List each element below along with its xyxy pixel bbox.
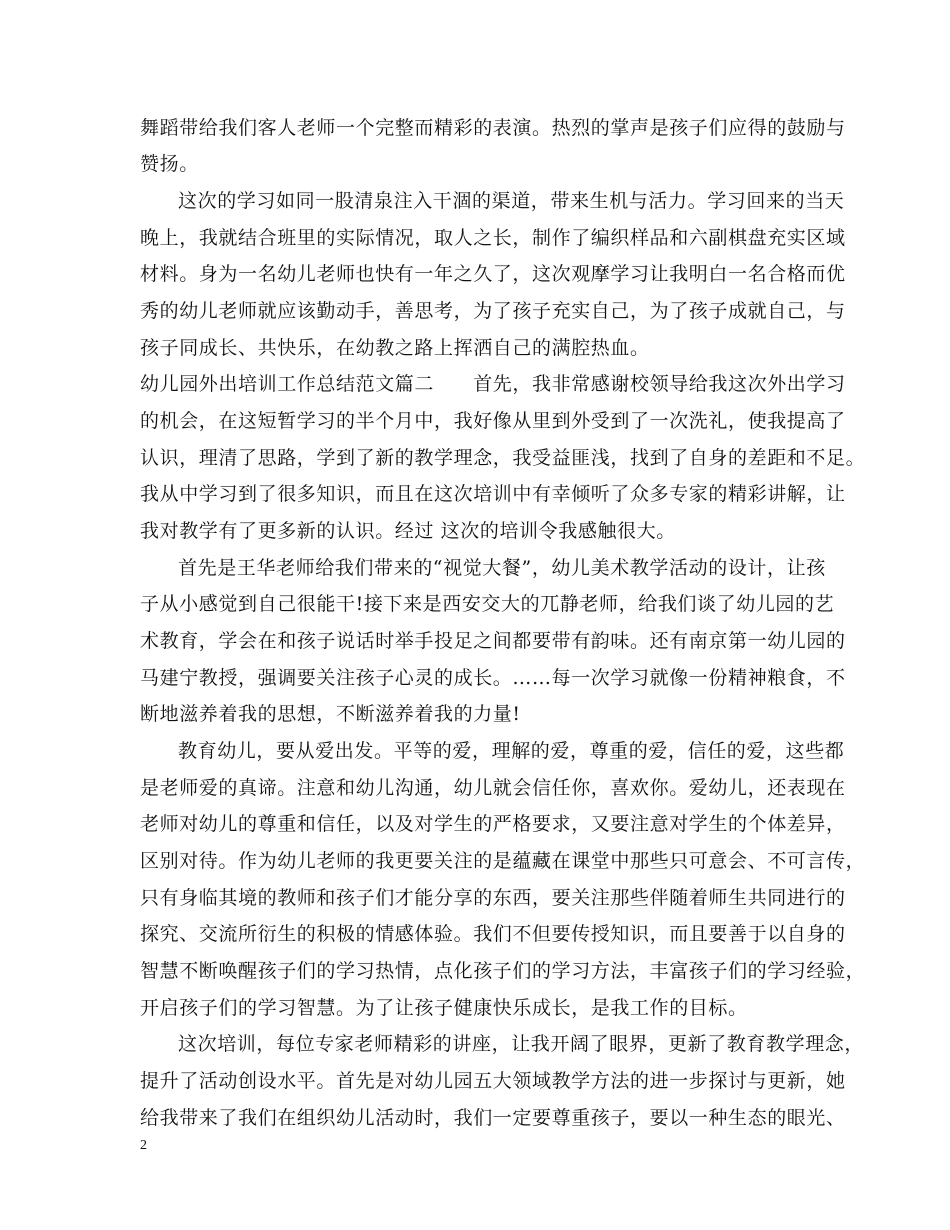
text-line: 术教育，学会在和孩子说话时举手投足之间都要带有韵味。还有南京第一幼儿园的 [140, 630, 846, 652]
text-line: 探究、交流所衍生的积极的情感体验。我们不但要传授知识，而且要善于以自身的 [140, 923, 846, 945]
paragraph-first-line: 首先是王华老师给我们带来的“视觉大餐”，幼儿美术教学活动的设计，让孩 [178, 557, 826, 579]
text-line: 老师对幼儿的尊重和信任，以及对学生的严格要求，又要注意对学生的个体差异， [140, 813, 846, 835]
paragraph-first-line: 这次培训，每位专家老师精彩的讲座，让我开阔了眼界，更新了教育教学理念， [178, 1033, 865, 1055]
text-line: 提升了活动创设水平。首先是对幼儿园五大领域教学方法的进一步探讨与更新，她 [140, 1070, 846, 1092]
text-line: 我从中学习到了很多知识，而且在这次培训中有幸倾听了众多专家的精彩讲解，让 [140, 483, 846, 505]
text-line: 认识，理清了思路，学到了新的教学理念，我受益匪浅，找到了自身的差距和不足。 [140, 447, 866, 469]
text-line: 我对教学有了更多新的认识。经过 这次的培训令我感触很大。 [140, 520, 676, 542]
text-line: 马建宁教授，强调要关注孩子心灵的成长。……每一次学习就像一份精神粮食，不 [140, 667, 846, 689]
text-line: 给我带来了我们在组织幼儿活动时，我们一定要尊重孩子，要以一种生态的眼光、 [140, 1107, 846, 1129]
text-line: 晚上，我就结合班里的实际情况，取人之长，制作了编织样品和六副棋盘充实区域 [140, 227, 846, 249]
text-line: 的机会，在这短暂学习的半个月中，我好像从里到外受到了一次洗礼，使我提高了 [140, 410, 846, 432]
text-line: 断地滋养着我的思想，不断滋养着我的力量! [140, 703, 521, 725]
section-heading-line: 幼儿园外出培训工作总结范文篇二 首先，我非常感谢校领导给我这次外出学习 [140, 373, 846, 395]
text-line: 只有身临其境的教师和孩子们才能分享的东西，要关注那些伴随着师生共同进行的 [140, 887, 846, 909]
text-line: 舞蹈带给我们客人老师一个完整而精彩的表演。热烈的掌声是孩子们应得的鼓励与 [140, 117, 846, 139]
text-line: 区别对待。作为幼儿老师的我更要关注的是蕴藏在课堂中那些只可意会、不可言传， [140, 850, 866, 872]
text-line: 子从小感觉到自己很能干!接下来是西安交大的兀静老师，给我们谈了幼儿园的艺 [140, 593, 835, 615]
text-line: 开启孩子们的学习智慧。为了让孩子健康快乐成长，是我工作的目标。 [140, 997, 748, 1019]
paragraph-first-line: 教育幼儿，要从爱出发。平等的爱，理解的爱，尊重的爱，信任的爱，这些都 [178, 740, 845, 762]
text-line: 秀的幼儿老师就应该勤动手，善思考，为了孩子充实自己，为了孩子成就自己，与 [140, 300, 846, 322]
text-line: 是老师爱的真谛。注意和幼儿沟通，幼儿就会信任你，喜欢你。爱幼儿，还表现在 [140, 777, 846, 799]
text-line: 材料。身为一名幼儿老师也快有一年之久了，这次观摩学习让我明白一名合格而优 [140, 263, 846, 285]
text-line: 智慧不断唤醒孩子们的学习热情，点化孩子们的学习方法，丰富孩子们的学习经验， [140, 960, 866, 982]
paragraph-first-line: 这次的学习如同一股清泉注入干涸的渠道，带来生机与活力。学习回来的当天 [178, 190, 845, 212]
page-number: 2 [140, 1138, 147, 1153]
text-line: 孩子同成长、共快乐，在幼教之路上挥洒自己的满腔热血。 [140, 337, 650, 359]
text-line: 赞扬。 [140, 153, 199, 175]
